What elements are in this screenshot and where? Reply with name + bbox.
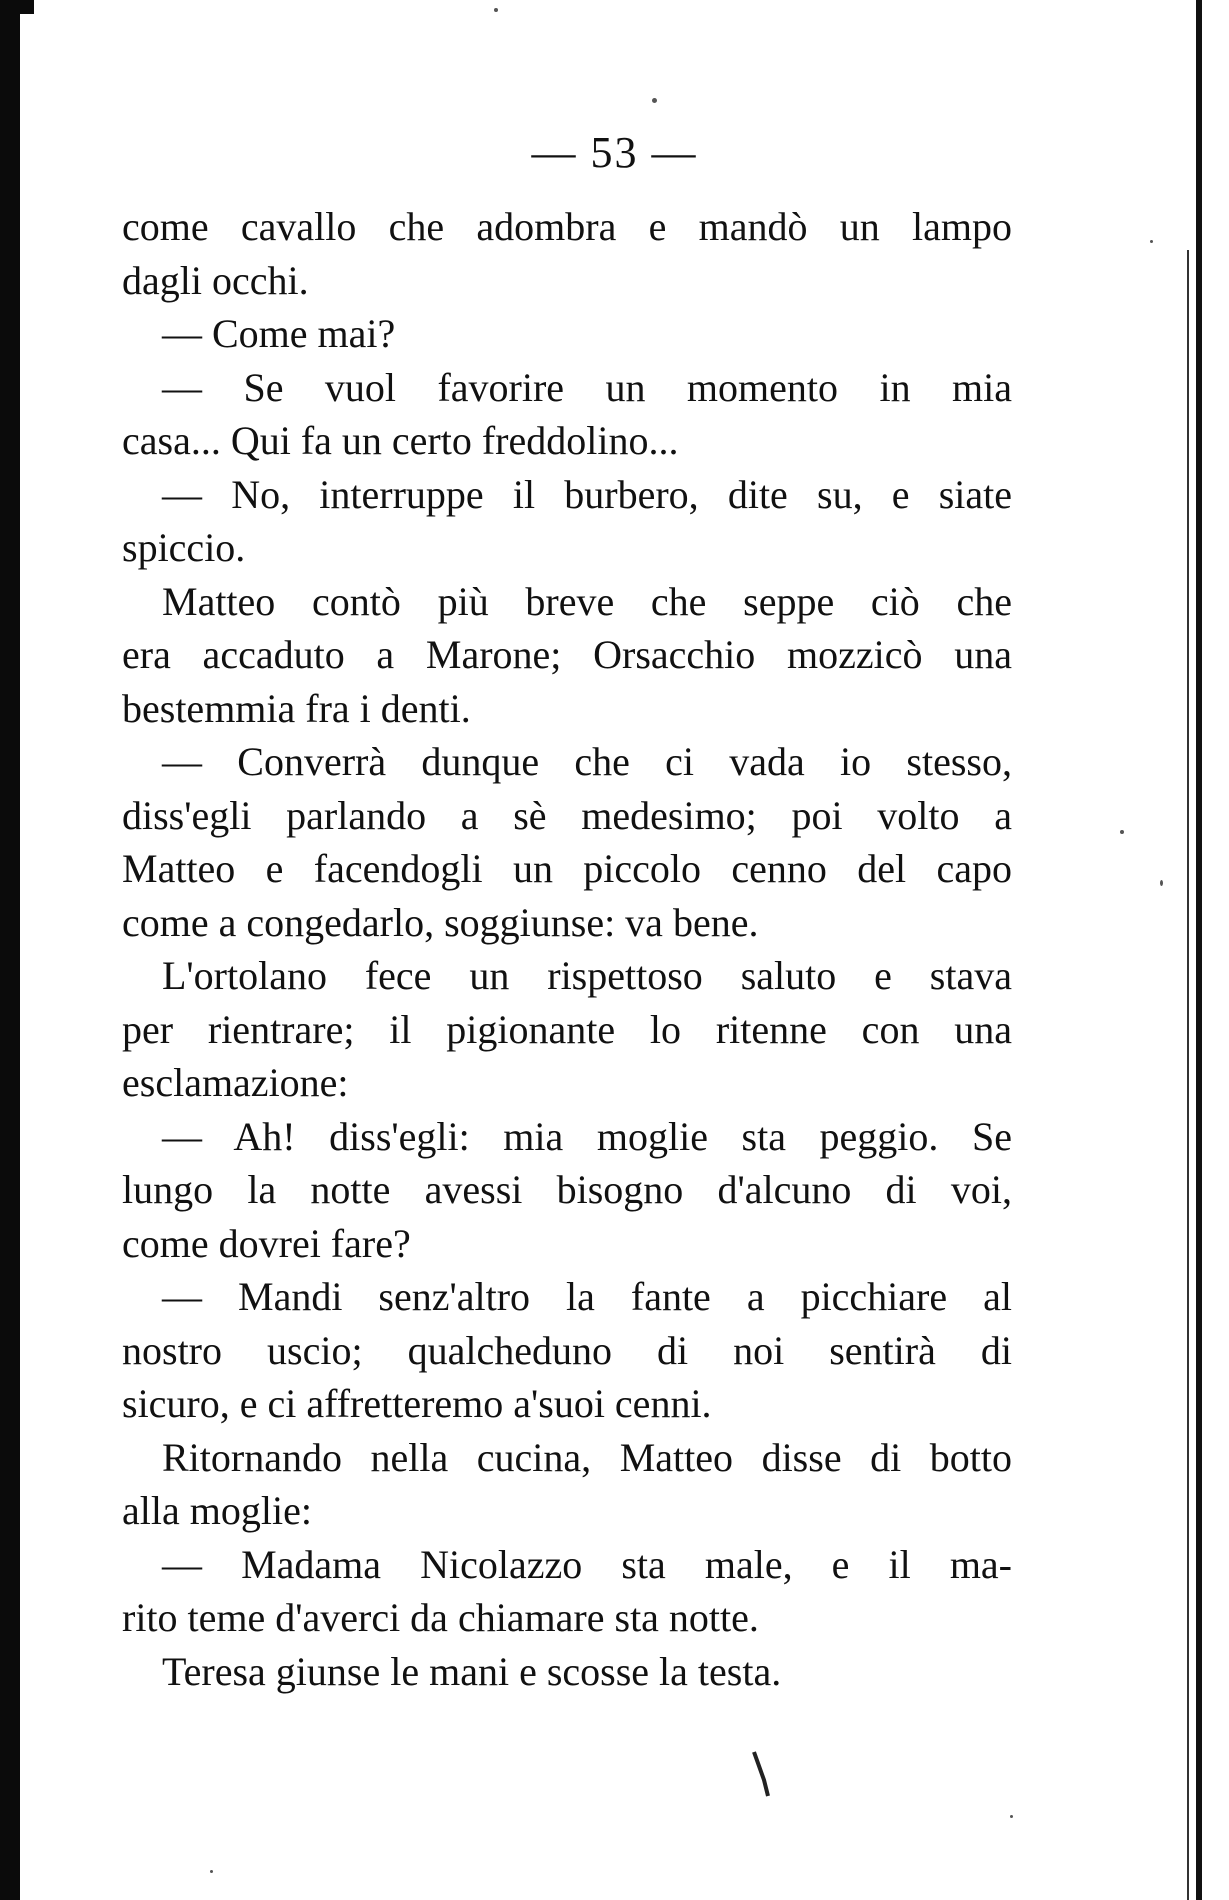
text-line: come dovrei fare?: [122, 1220, 411, 1266]
text-line: casa... Qui fa un certo freddolino...: [122, 418, 679, 463]
text-line: come a congedarlo, soggiunse: va bene.: [122, 899, 759, 945]
text-line: — No, interruppe il burbero, dite su, e siate: [162, 471, 1012, 517]
text-line: diss'egli parlando a sè medesimo; poi volto a: [122, 792, 1012, 838]
page-right-edge: [1196, 0, 1202, 1900]
stray-ink-mark: [750, 1750, 780, 1800]
text-line: alla moglie:: [122, 1488, 312, 1533]
text-line: era accaduto a Marone; Orsacchio mozzicò una: [122, 632, 1012, 677]
text-line: per rientrare; il pigionante lo ritenne con una: [122, 1006, 1012, 1052]
text-line: — Converrà dunque che ci vada io stesso,: [162, 739, 1012, 784]
page-right-margin-line: [1187, 250, 1189, 1900]
page-number: — 53 —: [531, 128, 698, 177]
text-line: dagli occhi.: [122, 257, 309, 303]
body-text: [122, 200, 1012, 1698]
text-line: — Mandi senz'altro la fante a picchiare al: [162, 1274, 1012, 1319]
text-line: nostro uscio; qualcheduno di noi sentirà di: [122, 1327, 1012, 1373]
text-line: — Madama Nicolazzo sta male, e il ma-: [162, 1541, 1012, 1587]
text-line: sicuro, e ci affretteremo a'suoi cenni.: [122, 1381, 712, 1426]
scan-speck: [1150, 240, 1153, 243]
text-line: spiccio.: [122, 525, 246, 570]
text-line: bestemmia fra i denti.: [122, 685, 471, 731]
text-line: L'ortolano fece un rispettoso saluto e stava: [162, 953, 1012, 998]
scan-speck: [652, 98, 657, 103]
scan-speck: [494, 8, 498, 12]
text-line: rito teme d'averci da chiamare sta notte.: [122, 1595, 759, 1640]
text-line: Ritornando nella cucina, Matteo disse di botto: [162, 1434, 1012, 1480]
scan-speck: [1120, 830, 1124, 834]
text-line: esclamazione:: [122, 1060, 349, 1105]
text-line: — Ah! diss'egli: mia moglie sta peggio. Se: [162, 1113, 1012, 1159]
text-line: come cavallo che adombra e mandò un lampo: [122, 204, 1012, 249]
text-line: Teresa giunse le mani e scosse la testa.: [162, 1648, 782, 1694]
scan-speck: [1160, 880, 1163, 886]
text-line: Matteo contò più breve che seppe ciò che: [162, 578, 1012, 624]
text-line: Matteo e facendogli un piccolo cenno del capo: [122, 846, 1012, 891]
text-line: lungo la notte avessi bisogno d'alcuno di voi,: [122, 1167, 1012, 1212]
page-top-edge: [0, 0, 34, 14]
text-line: — Come mai?: [162, 311, 396, 356]
scan-speck: [1010, 1815, 1013, 1818]
scan-speck: [210, 1870, 213, 1873]
text-line: — Se vuol favorire un momento in mia: [162, 364, 1012, 410]
page-left-edge: [0, 0, 20, 1900]
